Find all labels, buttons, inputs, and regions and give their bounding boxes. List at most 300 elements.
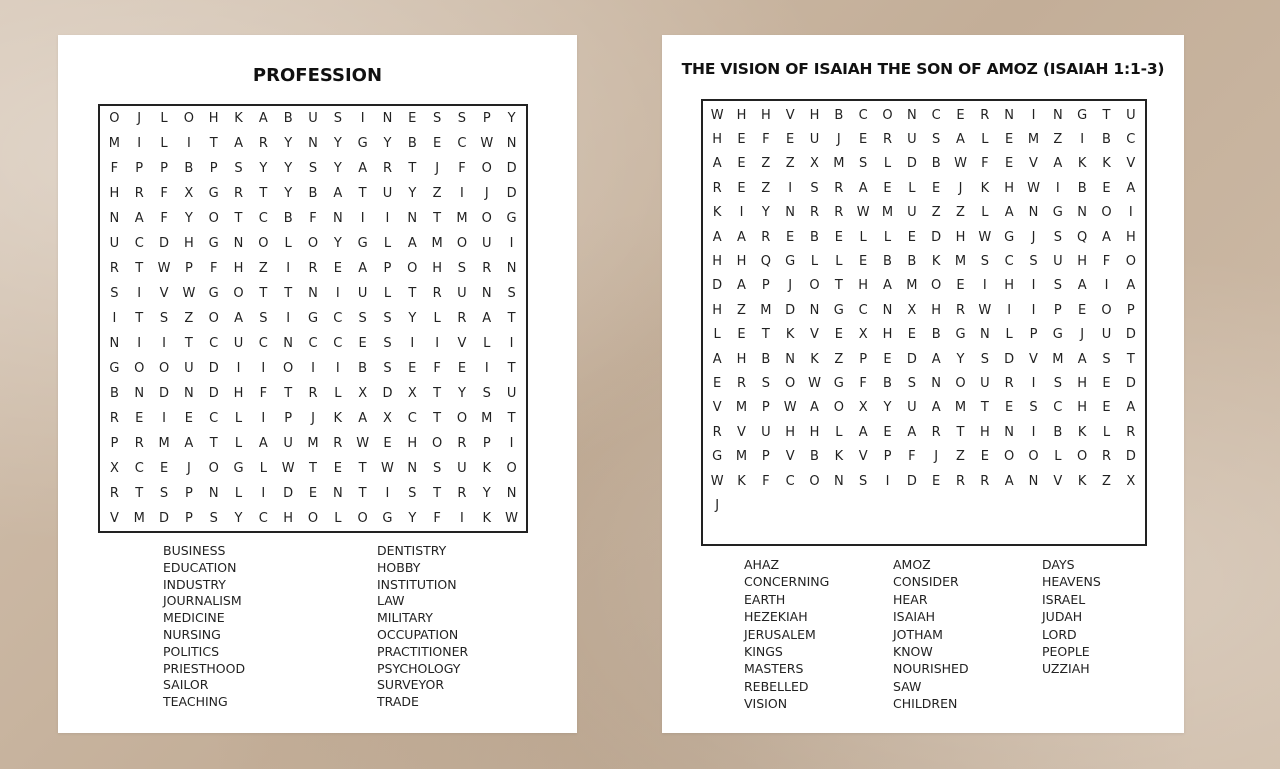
grid-letter: I bbox=[460, 186, 464, 201]
grid-letter: P bbox=[209, 161, 218, 176]
word-item: TEACHING bbox=[163, 694, 228, 710]
grid-letter: M bbox=[431, 236, 443, 251]
grid-letter: R bbox=[809, 205, 820, 221]
word-item: DAYS bbox=[1042, 557, 1075, 572]
grid-letter: J bbox=[435, 161, 440, 176]
grid-letter: C bbox=[931, 107, 941, 123]
grid-letter: A bbox=[1053, 156, 1063, 172]
grid-letter: D bbox=[506, 186, 517, 201]
grid-letter: O bbox=[183, 111, 194, 126]
grid-letter: H bbox=[955, 229, 966, 245]
grid-letter: B bbox=[810, 449, 819, 465]
grid-letter: N bbox=[1028, 205, 1039, 221]
grid-letter: U bbox=[809, 132, 820, 148]
grid-letter: O bbox=[208, 211, 219, 226]
grid-letter: G bbox=[712, 449, 723, 465]
grid-letter: D bbox=[283, 486, 294, 501]
grid-letter: F bbox=[981, 156, 989, 172]
grid-letter: T bbox=[834, 278, 843, 294]
grid-letter: E bbox=[737, 180, 746, 196]
grid-letter: S bbox=[159, 311, 169, 326]
grid-letter: D bbox=[1125, 449, 1136, 465]
grid-letter: M bbox=[906, 278, 918, 294]
grid-letter: S bbox=[358, 311, 367, 326]
grid-letter: D bbox=[906, 473, 917, 489]
grid-letter: I bbox=[788, 180, 793, 196]
grid-letter: E bbox=[786, 132, 795, 148]
grid-letter: U bbox=[907, 400, 917, 416]
grid-letter: C bbox=[308, 336, 318, 351]
grid-letter: I bbox=[335, 286, 340, 301]
grid-letter: X bbox=[810, 156, 819, 172]
grid-letter: L bbox=[160, 111, 168, 126]
grid-letter: S bbox=[1029, 254, 1038, 270]
grid-letter: U bbox=[233, 336, 244, 351]
grid-letter: L bbox=[334, 511, 342, 526]
grid-letter: D bbox=[1004, 351, 1015, 367]
grid-letter: Z bbox=[737, 302, 746, 318]
grid-letter: J bbox=[484, 186, 489, 201]
grid-letter: Y bbox=[457, 386, 466, 401]
grid-letter: I bbox=[460, 511, 464, 526]
grid-letter: C bbox=[258, 511, 268, 526]
grid-letter: T bbox=[408, 161, 417, 176]
word-item: PSYCHOLOGY bbox=[377, 660, 461, 676]
grid-letter: E bbox=[408, 111, 417, 126]
grid-letter: R bbox=[457, 436, 467, 451]
grid-letter: V bbox=[1126, 156, 1136, 172]
grid-letter: O bbox=[833, 400, 844, 416]
grid-letter: A bbox=[956, 132, 965, 148]
grid-letter: N bbox=[382, 111, 393, 126]
grid-letter: T bbox=[1102, 107, 1111, 123]
grid-letter: G bbox=[955, 327, 966, 343]
grid-letter: N bbox=[407, 211, 418, 226]
grid-letter: A bbox=[358, 161, 368, 176]
grid-letter: I bbox=[137, 336, 142, 351]
grid-letter: C bbox=[209, 336, 219, 351]
grid-letter: T bbox=[1126, 351, 1135, 367]
grid-letter: N bbox=[109, 336, 120, 351]
word-item: AHAZ bbox=[744, 557, 780, 572]
grid-letter: K bbox=[834, 449, 844, 465]
grid-letter: L bbox=[1005, 327, 1013, 343]
grid-letter: A bbox=[184, 436, 194, 451]
grid-letter: S bbox=[1053, 229, 1062, 245]
grid-letter: Y bbox=[408, 511, 417, 526]
grid-letter: Z bbox=[956, 449, 965, 465]
grid-letter: E bbox=[956, 278, 965, 294]
grid-letter: R bbox=[333, 436, 343, 451]
grid-letter: N bbox=[184, 386, 194, 401]
grid-letter: R bbox=[761, 229, 771, 245]
grid-letter: F bbox=[110, 161, 119, 176]
grid-letter: M bbox=[133, 511, 145, 526]
grid-letter: B bbox=[283, 111, 293, 126]
grid-letter: H bbox=[233, 261, 244, 276]
grid-letter: A bbox=[258, 436, 268, 451]
grid-letter: E bbox=[383, 436, 392, 451]
grid-letter: L bbox=[383, 236, 392, 251]
grid-letter: R bbox=[382, 161, 392, 176]
grid-letter: T bbox=[309, 461, 317, 476]
grid-letter: N bbox=[931, 375, 942, 391]
grid-letter: H bbox=[931, 302, 942, 318]
grid-letter: M bbox=[735, 400, 748, 416]
grid-letter: L bbox=[883, 229, 892, 245]
grid-letter: Y bbox=[333, 136, 342, 151]
grid-letter: E bbox=[408, 361, 417, 376]
grid-letter: V bbox=[810, 327, 819, 343]
grid-letter: P bbox=[184, 511, 193, 526]
grid-letter: F bbox=[259, 386, 268, 401]
grid-letter: A bbox=[358, 261, 368, 276]
grid-letter: X bbox=[358, 386, 368, 401]
grid-letter: W bbox=[783, 400, 797, 416]
grid-letter: O bbox=[357, 511, 368, 526]
grid-letter: L bbox=[883, 156, 892, 172]
grid-letter: E bbox=[308, 486, 318, 501]
grid-letter: I bbox=[982, 278, 987, 294]
grid-letter: G bbox=[1004, 229, 1015, 245]
grid-letter: O bbox=[456, 411, 468, 426]
grid-letter: L bbox=[234, 411, 243, 426]
grid-letter: I bbox=[335, 361, 340, 376]
grid-letter: G bbox=[1052, 327, 1063, 343]
grid-letter: N bbox=[332, 211, 343, 226]
grid-letter: T bbox=[761, 327, 770, 343]
word-item: UZZIAH bbox=[1042, 661, 1090, 677]
grid-letter: W bbox=[978, 229, 992, 245]
grid-letter: I bbox=[410, 336, 415, 351]
grid-letter: E bbox=[457, 361, 467, 376]
grid-letter: C bbox=[785, 473, 795, 489]
grid-letter: E bbox=[980, 449, 989, 465]
grid-letter: N bbox=[233, 236, 244, 251]
grid-letter: I bbox=[162, 336, 166, 351]
grid-letter: I bbox=[1031, 375, 1036, 391]
grid-letter: S bbox=[932, 132, 941, 148]
grid-letter: Z bbox=[956, 205, 965, 221]
grid-letter: B bbox=[1077, 180, 1087, 196]
grid-letter: T bbox=[507, 411, 516, 426]
word-item: LAW bbox=[377, 593, 405, 609]
grid-letter: M bbox=[481, 411, 493, 426]
grid-letter: Y bbox=[408, 186, 417, 201]
grid-letter: F bbox=[762, 132, 770, 148]
grid-letter: G bbox=[382, 511, 393, 526]
grid-letter: E bbox=[859, 132, 868, 148]
grid-letter: T bbox=[956, 424, 965, 440]
grid-letter: F bbox=[160, 186, 168, 201]
grid-letter: E bbox=[737, 156, 746, 172]
grid-letter: H bbox=[1077, 400, 1088, 416]
grid-letter: R bbox=[882, 132, 893, 148]
grid-letter: Y bbox=[284, 136, 293, 151]
grid-letter: E bbox=[333, 261, 342, 276]
grid-letter: M bbox=[307, 436, 319, 451]
grid-letter: Y bbox=[333, 236, 342, 251]
grid-letter: J bbox=[1080, 327, 1085, 343]
grid-letter: W bbox=[978, 302, 992, 318]
grid-letter: L bbox=[1102, 424, 1111, 440]
grid-letter: P bbox=[761, 278, 770, 294]
grid-letter: A bbox=[712, 351, 722, 367]
grid-letter: K bbox=[737, 473, 746, 489]
grid-letter: L bbox=[259, 461, 267, 476]
grid-letter: U bbox=[457, 286, 467, 301]
grid-letter: O bbox=[931, 278, 942, 294]
grid-letter: C bbox=[407, 411, 417, 426]
grid-letter: B bbox=[834, 107, 844, 123]
grid-letter: E bbox=[883, 351, 892, 367]
grid-letter: V bbox=[712, 400, 722, 416]
grid-letter: R bbox=[980, 107, 990, 123]
grid-letter: U bbox=[907, 132, 917, 148]
grid-letter: O bbox=[208, 311, 219, 326]
word-item: HOBBY bbox=[377, 559, 421, 575]
grid-letter: L bbox=[284, 236, 292, 251]
word-item: JERUSALEM bbox=[744, 626, 816, 642]
grid-letter: O bbox=[431, 436, 443, 451]
grid-letter: Z bbox=[184, 311, 194, 326]
grid-letter: E bbox=[358, 336, 367, 351]
isaiah-puzzle-page bbox=[662, 35, 1184, 733]
grid-letter: P bbox=[482, 111, 491, 126]
grid-letter: D bbox=[382, 386, 393, 401]
grid-letter: L bbox=[160, 136, 168, 151]
grid-letter: E bbox=[786, 229, 795, 245]
grid-letter: T bbox=[284, 386, 293, 401]
grid-letter: K bbox=[1077, 156, 1087, 172]
grid-letter: Q bbox=[760, 254, 771, 270]
grid-letter: T bbox=[433, 486, 442, 501]
grid-letter: B bbox=[907, 254, 917, 270]
grid-letter: H bbox=[712, 132, 723, 148]
grid-letter: Q bbox=[1077, 229, 1088, 245]
grid-letter: E bbox=[907, 327, 916, 343]
grid-letter: S bbox=[980, 351, 989, 367]
grid-letter: U bbox=[357, 286, 368, 301]
grid-letter: D bbox=[906, 156, 917, 172]
grid-letter: E bbox=[956, 107, 965, 123]
grid-letter: C bbox=[1004, 254, 1014, 270]
grid-letter: H bbox=[1004, 278, 1015, 294]
grid-letter: N bbox=[882, 302, 893, 318]
grid-letter: S bbox=[457, 111, 467, 126]
grid-letter: Y bbox=[883, 400, 892, 416]
grid-letter: D bbox=[712, 278, 723, 294]
grid-letter: V bbox=[457, 336, 467, 351]
grid-letter: H bbox=[109, 186, 120, 201]
grid-letter: M bbox=[456, 211, 468, 226]
grid-letter: T bbox=[507, 361, 516, 376]
grid-letter: G bbox=[1052, 205, 1063, 221]
grid-letter: I bbox=[261, 411, 266, 426]
grid-letter: A bbox=[234, 136, 243, 151]
grid-letter: A bbox=[931, 400, 941, 416]
grid-letter: U bbox=[457, 461, 467, 476]
grid-letter: T bbox=[234, 211, 243, 226]
grid-letter: W bbox=[808, 375, 821, 391]
grid-letter: I bbox=[484, 361, 489, 376]
grid-letter: E bbox=[1005, 132, 1014, 148]
grid-letter: I bbox=[1031, 424, 1036, 440]
grid-letter: O bbox=[1101, 205, 1112, 221]
grid-letter: F bbox=[762, 473, 770, 489]
grid-letter: I bbox=[1031, 107, 1036, 123]
grid-letter: W bbox=[480, 136, 494, 151]
grid-letter: B bbox=[883, 375, 892, 391]
grid-letter: N bbox=[134, 386, 145, 401]
grid-letter: L bbox=[810, 254, 819, 270]
grid-letter: P bbox=[160, 161, 168, 176]
grid-letter: O bbox=[233, 286, 244, 301]
grid-letter: B bbox=[883, 254, 892, 270]
grid-letter: I bbox=[1104, 278, 1109, 294]
grid-letter: C bbox=[1053, 400, 1063, 416]
grid-letter: S bbox=[907, 375, 916, 391]
grid-letter: H bbox=[760, 107, 771, 123]
grid-letter: H bbox=[712, 254, 723, 270]
grid-letter: P bbox=[883, 449, 892, 465]
grid-letter: P bbox=[482, 436, 491, 451]
grid-letter: X bbox=[184, 186, 194, 201]
grid-letter: L bbox=[981, 132, 989, 148]
grid-letter: Z bbox=[432, 186, 442, 201]
word-item: HEAVENS bbox=[1042, 574, 1101, 590]
grid-letter: K bbox=[482, 461, 492, 476]
grid-letter: A bbox=[907, 424, 917, 440]
grid-letter: I bbox=[1031, 278, 1036, 294]
grid-letter: I bbox=[112, 311, 117, 326]
grid-letter: K bbox=[234, 111, 243, 126]
grid-letter: N bbox=[506, 486, 517, 501]
grid-letter: E bbox=[932, 473, 941, 489]
grid-letter: O bbox=[1004, 449, 1015, 465]
grid-letter: J bbox=[836, 132, 841, 148]
grid-letter: X bbox=[858, 400, 868, 416]
grid-letter: H bbox=[882, 327, 893, 343]
grid-letter: I bbox=[236, 361, 241, 376]
grid-letter: N bbox=[283, 336, 294, 351]
grid-letter: R bbox=[482, 261, 492, 276]
grid-letter: N bbox=[1028, 473, 1039, 489]
grid-letter: K bbox=[1077, 473, 1087, 489]
grid-letter: S bbox=[761, 375, 770, 391]
grid-letter: F bbox=[160, 211, 168, 226]
grid-letter: B bbox=[1102, 132, 1111, 148]
grid-letter: Y bbox=[408, 311, 417, 326]
profession-puzzle-page bbox=[58, 35, 577, 733]
grid-letter: T bbox=[408, 286, 417, 301]
grid-letter: E bbox=[1102, 375, 1111, 391]
grid-letter: R bbox=[1004, 375, 1014, 391]
grid-letter: D bbox=[506, 161, 517, 176]
grid-letter: B bbox=[931, 327, 941, 343]
grid-letter: A bbox=[1004, 473, 1014, 489]
grid-letter: T bbox=[507, 311, 516, 326]
grid-letter: V bbox=[785, 107, 795, 123]
grid-letter: S bbox=[383, 336, 392, 351]
grid-letter: G bbox=[208, 186, 219, 201]
grid-letter: E bbox=[333, 461, 342, 476]
grid-letter: J bbox=[934, 449, 939, 465]
grid-letter: I bbox=[286, 311, 291, 326]
grid-letter: R bbox=[432, 286, 442, 301]
grid-letter: R bbox=[308, 386, 318, 401]
word-item: HEZEKIAH bbox=[744, 609, 808, 625]
grid-letter: M bbox=[881, 205, 894, 221]
word-item: INSTITUTION bbox=[377, 576, 457, 592]
grid-letter: G bbox=[109, 361, 120, 376]
grid-letter: S bbox=[1029, 400, 1038, 416]
grid-letter: S bbox=[482, 386, 491, 401]
grid-letter: R bbox=[258, 136, 268, 151]
grid-letter: R bbox=[712, 180, 722, 196]
grid-letter: D bbox=[159, 386, 170, 401]
word-item: CONCERNING bbox=[744, 574, 830, 590]
grid-letter: E bbox=[1005, 156, 1014, 172]
grid-letter: S bbox=[432, 111, 442, 126]
grid-letter: S bbox=[159, 486, 169, 501]
grid-letter: I bbox=[1031, 302, 1036, 318]
grid-letter: U bbox=[506, 386, 517, 401]
grid-letter: S bbox=[507, 286, 516, 301]
grid-letter: L bbox=[835, 254, 843, 270]
grid-letter: J bbox=[958, 180, 963, 196]
word-item: LORD bbox=[1042, 626, 1077, 642]
grid-letter: I bbox=[385, 211, 390, 226]
grid-letter: M bbox=[1052, 351, 1064, 367]
grid-letter: A bbox=[1102, 229, 1111, 245]
grid-letter: Z bbox=[931, 205, 941, 221]
grid-letter: A bbox=[1126, 400, 1136, 416]
grid-letter: M bbox=[833, 156, 845, 172]
grid-letter: O bbox=[882, 107, 893, 123]
grid-letter: I bbox=[186, 136, 191, 151]
grid-letter: O bbox=[809, 278, 820, 294]
grid-letter: J bbox=[137, 111, 142, 126]
grid-letter: W bbox=[954, 156, 967, 172]
grid-letter: N bbox=[906, 107, 917, 123]
grid-letter: J bbox=[186, 461, 191, 476]
grid-letter: U bbox=[1126, 107, 1136, 123]
grid-letter: D bbox=[208, 386, 219, 401]
grid-letter: I bbox=[261, 486, 266, 501]
grid-letter: A bbox=[482, 311, 492, 326]
grid-letter: I bbox=[509, 436, 514, 451]
grid-letter: O bbox=[1101, 302, 1112, 318]
grid-letter: M bbox=[158, 436, 170, 451]
grid-letter: I bbox=[137, 136, 142, 151]
grid-letter: H bbox=[183, 236, 194, 251]
grid-letter: A bbox=[737, 229, 746, 245]
grid-letter: I bbox=[435, 336, 440, 351]
grid-letter: X bbox=[1126, 473, 1136, 489]
grid-letter: E bbox=[859, 254, 868, 270]
grid-letter: U bbox=[980, 375, 990, 391]
grid-letter: B bbox=[931, 156, 941, 172]
grid-letter: R bbox=[308, 261, 318, 276]
grid-letter: S bbox=[457, 261, 467, 276]
grid-letter: I bbox=[1007, 302, 1012, 318]
grid-letter: Y bbox=[284, 186, 293, 201]
grid-letter: G bbox=[785, 254, 796, 270]
grid-letter: A bbox=[1126, 278, 1136, 294]
grid-letter: D bbox=[1125, 375, 1136, 391]
grid-letter: G bbox=[833, 375, 844, 391]
